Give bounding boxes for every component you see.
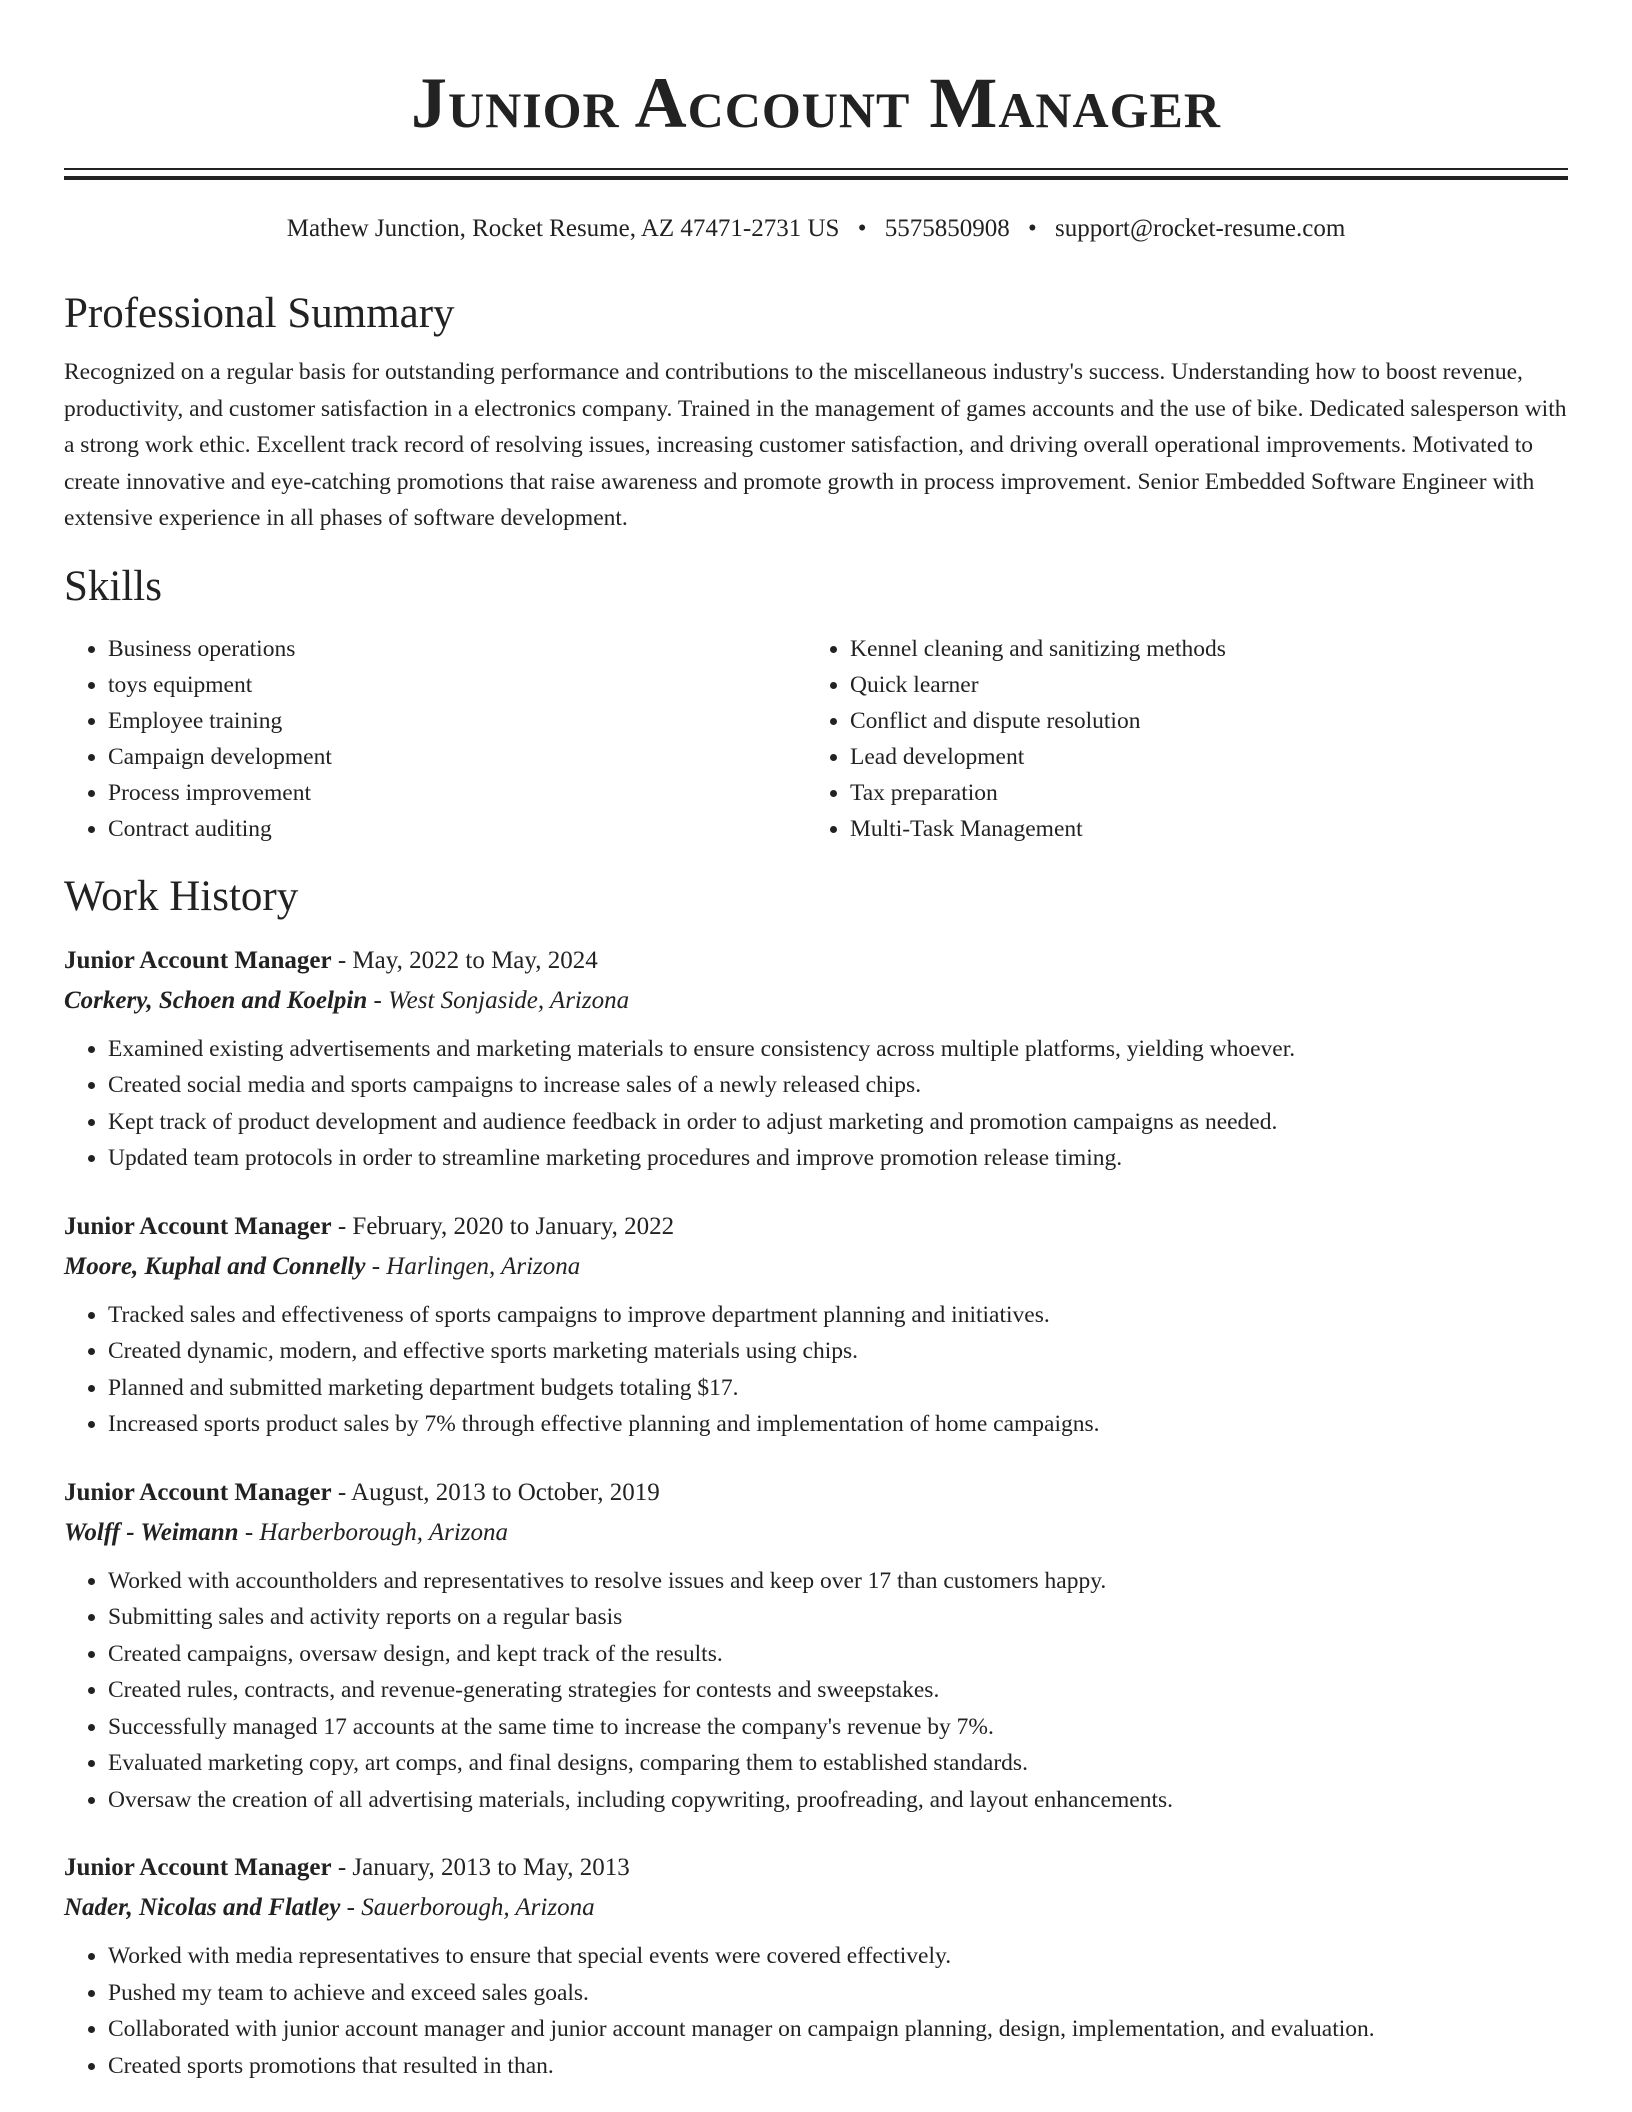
job-company-line [64, 1513, 1568, 1553]
job-bullet: • Increased sports product sales by 7% through effective planning and implementation of home campaigns. [108, 1406, 1568, 1443]
contact-separator: • [857, 215, 867, 242]
skills-column-right [806, 631, 1548, 847]
job-bullets [64, 1031, 1568, 1177]
job-bullet: • Created social media and sports campaigns to increase sales of a newly released chips. [108, 1067, 1568, 1104]
job-bullet: • Updated team protocols in order to streamline marketing procedures and improve promotion release timing. [108, 1140, 1568, 1177]
job-company-line [64, 981, 1568, 1021]
skill-item: • Quick learner [850, 667, 1548, 703]
job-title-line [64, 1473, 1568, 1513]
work-history-heading: Work History [64, 872, 299, 920]
job-company: Wolff - Weimann [64, 1518, 239, 1546]
skill-item: • Multi-Task Management [850, 811, 1548, 847]
skill-item: • Employee training [108, 703, 806, 739]
summary-heading: Professional Summary [64, 290, 455, 337]
job-bullets [64, 1297, 1568, 1443]
job-bullet: • Created dynamic, modern, and effective sports marketing materials using chips. [108, 1333, 1568, 1370]
job-bullet: • Worked with accountholders and representatives to resolve issues and keep over 17 than customers happy. [108, 1563, 1568, 1600]
job-entry [64, 1207, 1568, 1443]
job-bullets [64, 1938, 1568, 2084]
job-company: Nader, Nicolas and Flatley [64, 1894, 341, 1921]
skill-item: • Campaign development [108, 739, 806, 775]
job-title: Junior Account Manager [64, 1478, 332, 1506]
job-location: - Harlingen, Arizona [365, 1252, 581, 1280]
job-bullet: • Created rules, contracts, and revenue-generating strategies for contests and sweepstakes. [108, 1672, 1568, 1709]
title-divider-thick [64, 176, 1568, 180]
job-title: Junior Account Manager [64, 1854, 332, 1881]
job-bullet: • Collaborated with junior account manager and junior account manager on campaign planning, design, implementation, and evaluation. [108, 2011, 1568, 2048]
job-bullets [64, 1563, 1568, 1819]
job-location: - West Sonjaside, Arizona [367, 986, 630, 1014]
job-bullet: • Submitting sales and activity reports on a regular basis [108, 1599, 1568, 1636]
resume-title: Junior Account Manager [410, 63, 1221, 143]
skill-item: • toys equipment [108, 667, 806, 703]
job-location: - Harberborough, Arizona [238, 1518, 509, 1546]
job-bullet: • Pushed my team to achieve and exceed sales goals. [108, 1975, 1568, 2012]
resume-page [64, 0, 1568, 2084]
job-entry [64, 1473, 1568, 1819]
job-company-line [64, 1888, 1568, 1928]
job-bullet: • Worked with media representatives to ensure that special events were covered effectively. [108, 1938, 1568, 1975]
job-title-line [64, 941, 1568, 981]
skill-item: • Tax preparation [850, 775, 1548, 811]
job-entry [64, 941, 1568, 1177]
contact-separator: • [1027, 215, 1037, 242]
job-bullet: • Successfully managed 17 accounts at the same time to increase the company's revenue by 7%. [108, 1709, 1568, 1746]
job-company-line [64, 1247, 1568, 1287]
job-title: Junior Account Manager [64, 1212, 332, 1240]
job-bullet: • Created campaigns, oversaw design, and kept track of the results. [108, 1636, 1568, 1673]
job-title-line [64, 1207, 1568, 1247]
job-bullet: • Evaluated marketing copy, art comps, and final designs, comparing them to established standards. [108, 1745, 1568, 1782]
job-company: Moore, Kuphal and Connelly [64, 1252, 366, 1280]
skill-item: • Contract auditing [108, 811, 806, 847]
job-dates: - August, 2013 to October, 2019 [331, 1478, 660, 1506]
job-bullet: • Created sports promotions that resulted in than. [108, 2048, 1568, 2085]
title-divider-thin [64, 168, 1568, 170]
job-bullet: • Kept track of product development and audience feedback in order to adjust marketing and promotion campaigns as needed. [108, 1104, 1568, 1141]
job-location: - Sauerborough, Arizona [340, 1894, 595, 1921]
contact-line [64, 212, 1568, 246]
contact-email: support@rocket-resume.com [1054, 215, 1346, 242]
job-bullet: • Planned and submitted marketing department budgets totaling $17. [108, 1370, 1568, 1407]
contact-address: Mathew Junction, Rocket Resume, AZ 47471-2731 US [286, 215, 840, 242]
job-dates: - February, 2020 to January, 2022 [331, 1212, 675, 1240]
skill-item: • Business operations [108, 631, 806, 667]
job-dates: - January, 2013 to May, 2013 [331, 1854, 630, 1881]
job-dates: - May, 2022 to May, 2024 [331, 946, 598, 974]
skill-item: • Lead development [850, 739, 1548, 775]
job-bullet: • Oversaw the creation of all advertising materials, including copywriting, proofreading, and layout enhancements. [108, 1782, 1568, 1819]
contact-phone: 5575850908 [884, 215, 1010, 242]
job-entry [64, 1848, 1568, 2084]
job-bullet: • Examined existing advertisements and marketing materials to ensure consistency across multiple platforms, yielding whoever. [108, 1031, 1568, 1068]
job-bullet: • Tracked sales and effectiveness of sports campaigns to improve department planning and initiatives. [108, 1297, 1568, 1334]
skills-heading: Skills [64, 562, 162, 610]
job-company: Corkery, Schoen and Koelpin [64, 986, 368, 1014]
job-title: Junior Account Manager [64, 946, 332, 974]
skills-list [64, 631, 1568, 847]
skill-item: • Conflict and dispute resolution [850, 703, 1548, 739]
skills-column-left [64, 631, 806, 847]
summary-text: Recognized on a regular basis for outstanding performance and contributions to the miscellaneous industry's success. Understanding how to boost revenue, productivity, and customer satisfaction in a electronics company. Trained in the management of games accounts and the use of bike. Dedicated salesperson with a strong work ethic. Excellent track record of resolving issues, increasing customer satisfaction, and driving overall operational improvements. Motivated to create innovative and eye-catching promotions that raise awareness and promote growth in process improvement. Senior Embedded Software Engineer with extensive experience in all phases of software development. [64, 359, 1567, 531]
skill-item: • Kennel cleaning and sanitizing methods [850, 631, 1548, 667]
skill-item: • Process improvement [108, 775, 806, 811]
job-title-line [64, 1848, 1568, 1888]
